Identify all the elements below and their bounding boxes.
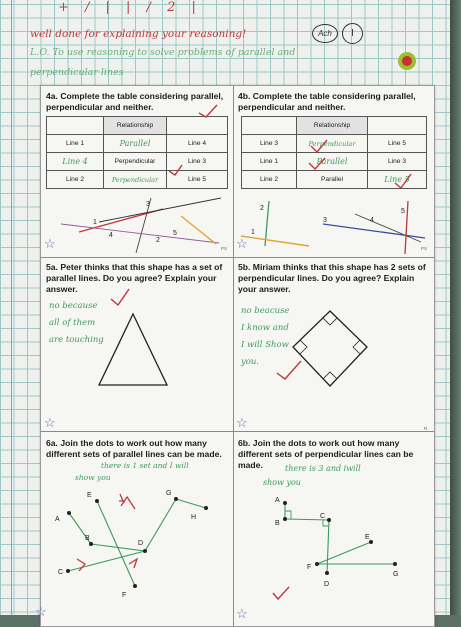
q5a-prompt: 5a. Peter thinks that this shape has a set of parallel lines. Do you agree? Explain your answer. xyxy=(46,262,223,294)
table-cell: Line 1 xyxy=(242,153,297,171)
table-cell: Line 1 xyxy=(47,135,104,153)
point-label: C xyxy=(58,569,64,576)
q6b-answer-line: there is 3 and iwill xyxy=(285,464,361,473)
book-spine xyxy=(450,0,461,615)
parallel-arrow xyxy=(77,559,85,571)
answer-cell: Parallel xyxy=(297,153,368,171)
ach-mark: Ach xyxy=(312,24,338,43)
table-cell: Line 5 xyxy=(368,135,427,153)
ps-label: PS xyxy=(221,246,228,251)
line-1 xyxy=(241,236,309,246)
q6a-dots-diagram xyxy=(41,431,233,626)
q6a-answer-line: show you xyxy=(75,473,111,482)
point-label: G xyxy=(166,490,172,497)
table-cell: Parallel xyxy=(297,171,368,189)
point-b xyxy=(283,517,287,521)
star-icon: ☆ xyxy=(44,236,56,251)
q5b-square xyxy=(233,257,434,431)
q5b-answer-line: I know and xyxy=(241,323,289,333)
point-g xyxy=(393,562,397,566)
point-c xyxy=(66,569,70,573)
table-cell: Line 4 xyxy=(167,135,228,153)
join-line xyxy=(97,501,135,586)
i-mark: I xyxy=(342,23,363,44)
join-line xyxy=(145,499,176,551)
learning-objective-line1: L.O. To use reasoning to solve problems of parallel and xyxy=(30,47,296,58)
answer-cell: Line 5 xyxy=(368,171,427,189)
line-4 xyxy=(99,198,221,222)
tick-mark xyxy=(199,105,217,117)
point-f xyxy=(133,584,137,588)
line-4 xyxy=(355,214,421,242)
point-d xyxy=(143,549,147,553)
r-label: R xyxy=(424,426,428,431)
join-line xyxy=(317,542,371,564)
point-a xyxy=(283,501,287,505)
table-cell: Line 3 xyxy=(368,153,427,171)
tick-mark xyxy=(277,361,301,379)
tick-mark xyxy=(111,289,129,305)
margin-line xyxy=(11,0,12,615)
point-e xyxy=(95,499,99,503)
line-label: 3 xyxy=(323,217,327,224)
point-c xyxy=(327,518,331,522)
point-h xyxy=(204,506,208,510)
point-f xyxy=(315,562,319,566)
table-cell: Line 3 xyxy=(167,153,228,171)
line-label: 1 xyxy=(93,219,97,226)
q4a-lines-diagram xyxy=(41,86,233,257)
q6b-answer-line: show you xyxy=(263,478,301,487)
table-header: Relationship xyxy=(104,117,167,135)
answer-cell: Perpendicular xyxy=(297,135,368,153)
point-label: F xyxy=(122,592,127,599)
point-label: A xyxy=(55,516,60,523)
tick-mark xyxy=(309,158,325,169)
parallel-arrow xyxy=(129,559,137,568)
point-label: F xyxy=(307,564,312,571)
q6b-prompt: 6b. Join the dots to work out how many different sets of perpendicular lines can be made. xyxy=(238,438,414,470)
q5a-triangle xyxy=(41,257,233,431)
right-angle-marker xyxy=(353,340,360,354)
table-cell: Line 2 xyxy=(47,171,104,189)
right-angle-marker xyxy=(323,372,337,379)
table-cell: Perpendicular xyxy=(104,153,167,171)
q5b-prompt: 5b. Miriam thinks that this shape has 2 sets of perpendicular lines. Do you agree? Explain your answer. xyxy=(238,262,426,294)
q4b-prompt: 4b. Complete the table considering parallel, perpendicular and neither. xyxy=(238,91,416,112)
point-label: E xyxy=(365,534,370,541)
point-label: D xyxy=(324,581,330,588)
line-1 xyxy=(79,209,163,232)
line-label: 4 xyxy=(370,217,374,224)
point-label: G xyxy=(393,571,399,578)
q5a-answer-line: are touching xyxy=(49,335,104,345)
point-label: D xyxy=(138,540,144,547)
point-label: C xyxy=(320,513,326,520)
line-label: 2 xyxy=(260,205,264,212)
q6b-dots-diagram xyxy=(233,431,434,626)
answer-cell: Parallel xyxy=(104,135,167,153)
table-cell: Line 3 xyxy=(242,135,297,153)
q5b-answer-line: you. xyxy=(241,357,260,367)
line-label: 3 xyxy=(146,201,150,208)
star-icon: ☆ xyxy=(236,236,248,251)
point-d xyxy=(325,571,329,575)
line-label: 1 xyxy=(251,229,255,236)
ladybird-sticker-icon xyxy=(398,52,416,70)
line-2 xyxy=(181,216,216,244)
top-scribble: + / | | / 2 | xyxy=(58,0,202,15)
ps-label: PS xyxy=(421,246,428,251)
q5b-answer-line: no beacuse xyxy=(241,306,290,316)
star-icon: ☆ xyxy=(35,604,47,619)
line-label: 5 xyxy=(173,230,177,237)
point-b xyxy=(89,542,93,546)
right-angle-marker xyxy=(323,318,337,325)
right-angle-marker xyxy=(300,340,307,354)
worksheet xyxy=(35,85,435,627)
teacher-comment: well done for explaining your reasoning! xyxy=(30,28,247,40)
q5b-answer-line: I will Show xyxy=(241,340,289,350)
point-label: H xyxy=(191,514,197,521)
tick-mark xyxy=(169,165,182,175)
parallel-arrow xyxy=(121,497,135,509)
tick-mark xyxy=(395,174,411,188)
point-label: B xyxy=(275,520,280,527)
star-icon: ☆ xyxy=(236,415,248,430)
q6a-answer-line: there is 1 set and I will xyxy=(101,461,189,470)
answer-cell: Perpendicular xyxy=(104,171,167,189)
tick-mark xyxy=(273,587,289,599)
point-a xyxy=(67,511,71,515)
join-line xyxy=(91,544,145,551)
star-icon: ☆ xyxy=(236,606,248,621)
line-label: 4 xyxy=(109,232,113,239)
line-5 xyxy=(405,201,408,254)
point-label: B xyxy=(85,535,90,542)
join-line xyxy=(327,520,329,573)
learning-objective-line2: perpendicular lines xyxy=(30,67,124,78)
point-g xyxy=(174,497,178,501)
tick-mark xyxy=(311,140,327,152)
table-cell: Line 2 xyxy=(242,171,297,189)
q5a-answer-line: no because xyxy=(49,301,98,311)
point-label: A xyxy=(275,497,280,504)
answer-cell: Line 4 xyxy=(47,153,104,171)
q6a-prompt: 6a. Join the dots to work out how many different sets of parallel lines can be made. xyxy=(46,438,222,459)
line-label: 2 xyxy=(156,237,160,244)
q4b-lines-diagram xyxy=(233,86,434,257)
join-line xyxy=(176,499,206,508)
table-header: Relationship xyxy=(297,117,368,135)
line-label: 5 xyxy=(401,208,405,215)
star-icon: ☆ xyxy=(44,415,56,430)
q4a-prompt: 4a. Complete the table considering parallel, perpendicular and neither. xyxy=(46,91,224,112)
line-3 xyxy=(323,224,425,238)
point-label: E xyxy=(87,492,92,499)
table-cell: Line 5 xyxy=(167,171,228,189)
triangle-shape xyxy=(99,314,167,385)
square-shape xyxy=(293,311,367,386)
q5a-answer-line: all of them xyxy=(49,318,96,328)
